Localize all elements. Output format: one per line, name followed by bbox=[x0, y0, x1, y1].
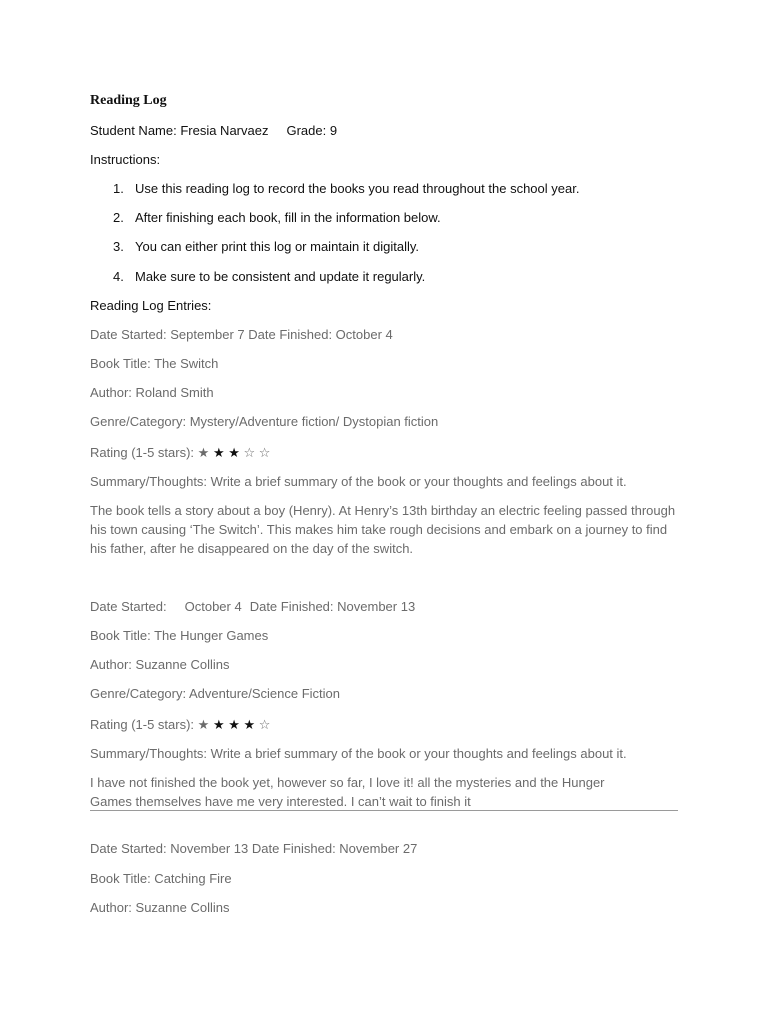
entry-2-summary: I have not finished the book yet, however so far, I love it! all the mysteries and the Hunger Games themselves have me very interested. I can’t wait to finish it bbox=[90, 775, 605, 809]
star-empty-icon: ☆ bbox=[258, 717, 271, 732]
star-empty-icon: ☆ bbox=[243, 445, 256, 460]
entry-2-summary-prompt: Summary/Thoughts: Write a brief summary of the book or your thoughts and feelings about it. bbox=[90, 746, 627, 761]
entries-heading: Reading Log Entries: bbox=[90, 298, 212, 313]
student-name: Student Name: Fresia Narvaez bbox=[90, 123, 269, 138]
entry-2-author: Author: Suzanne Collins bbox=[90, 657, 230, 672]
star-rating bbox=[198, 717, 271, 732]
star-filled-icon: ★ bbox=[228, 717, 240, 732]
divider bbox=[90, 810, 678, 811]
grade: Grade: 9 bbox=[286, 123, 338, 138]
star-filled-icon: ★ bbox=[243, 717, 256, 732]
star-filled-icon: ★ bbox=[197, 445, 210, 460]
instruction-item: 4. Make sure to be consistent and update it regularly. bbox=[113, 269, 426, 284]
rating-label: Rating (1-5 stars): bbox=[90, 717, 195, 732]
entry-1-dates: Date Started: September 7 Date Finished: October 4 bbox=[90, 327, 393, 342]
instructions-heading: Instructions: bbox=[90, 152, 161, 167]
entry-1-summary: The book tells a story about a boy (Henry). At Henry’s 13th birthday an electric feeling passed through his town causing ‘The Switch’. This makes him take rough decisions and embark on a journey to find his father, after he disappeared on the day of the switch. bbox=[90, 503, 676, 556]
instruction-item: 3. You can either print this log or maintain it digitally. bbox=[113, 239, 419, 254]
entry-1-author: Author: Roland Smith bbox=[90, 385, 214, 400]
entry-2-rating bbox=[90, 716, 270, 733]
star-filled-icon: ★ bbox=[212, 445, 225, 460]
star-filled-icon: ★ bbox=[197, 717, 210, 732]
entry-1-title: Book Title: The Switch bbox=[90, 356, 219, 371]
entry-1-rating bbox=[90, 444, 270, 461]
entry-1-genre: Genre/Category: Mystery/Adventure fiction/ Dystopian fiction bbox=[90, 414, 439, 429]
entry-3-title: Book Title: Catching Fire bbox=[90, 871, 232, 886]
entry-2-dates: Date Started: October 4 Date Finished: November 13 bbox=[90, 599, 416, 614]
instruction-item: 2. After finishing each book, fill in the information below. bbox=[113, 210, 441, 225]
star-empty-icon: ☆ bbox=[258, 445, 271, 460]
star-filled-icon: ★ bbox=[212, 717, 225, 732]
star-filled-icon: ★ bbox=[228, 445, 240, 460]
document-title: Reading Log bbox=[90, 93, 167, 108]
entry-2-genre: Genre/Category: Adventure/Science Fiction bbox=[90, 686, 341, 701]
student-info bbox=[90, 122, 337, 139]
entry-3-author: Author: Suzanne Collins bbox=[90, 900, 230, 915]
entry-3-dates: Date Started: November 13 Date Finished: November 27 bbox=[90, 841, 418, 856]
entry-2-title: Book Title: The Hunger Games bbox=[90, 628, 269, 643]
entry-1-summary-prompt: Summary/Thoughts: Write a brief summary of the book or your thoughts and feelings about it. bbox=[90, 474, 627, 489]
star-rating bbox=[198, 445, 271, 460]
rating-label: Rating (1-5 stars): bbox=[90, 445, 195, 460]
instruction-item: 1. Use this reading log to record the books you read throughout the school year. bbox=[113, 181, 580, 196]
